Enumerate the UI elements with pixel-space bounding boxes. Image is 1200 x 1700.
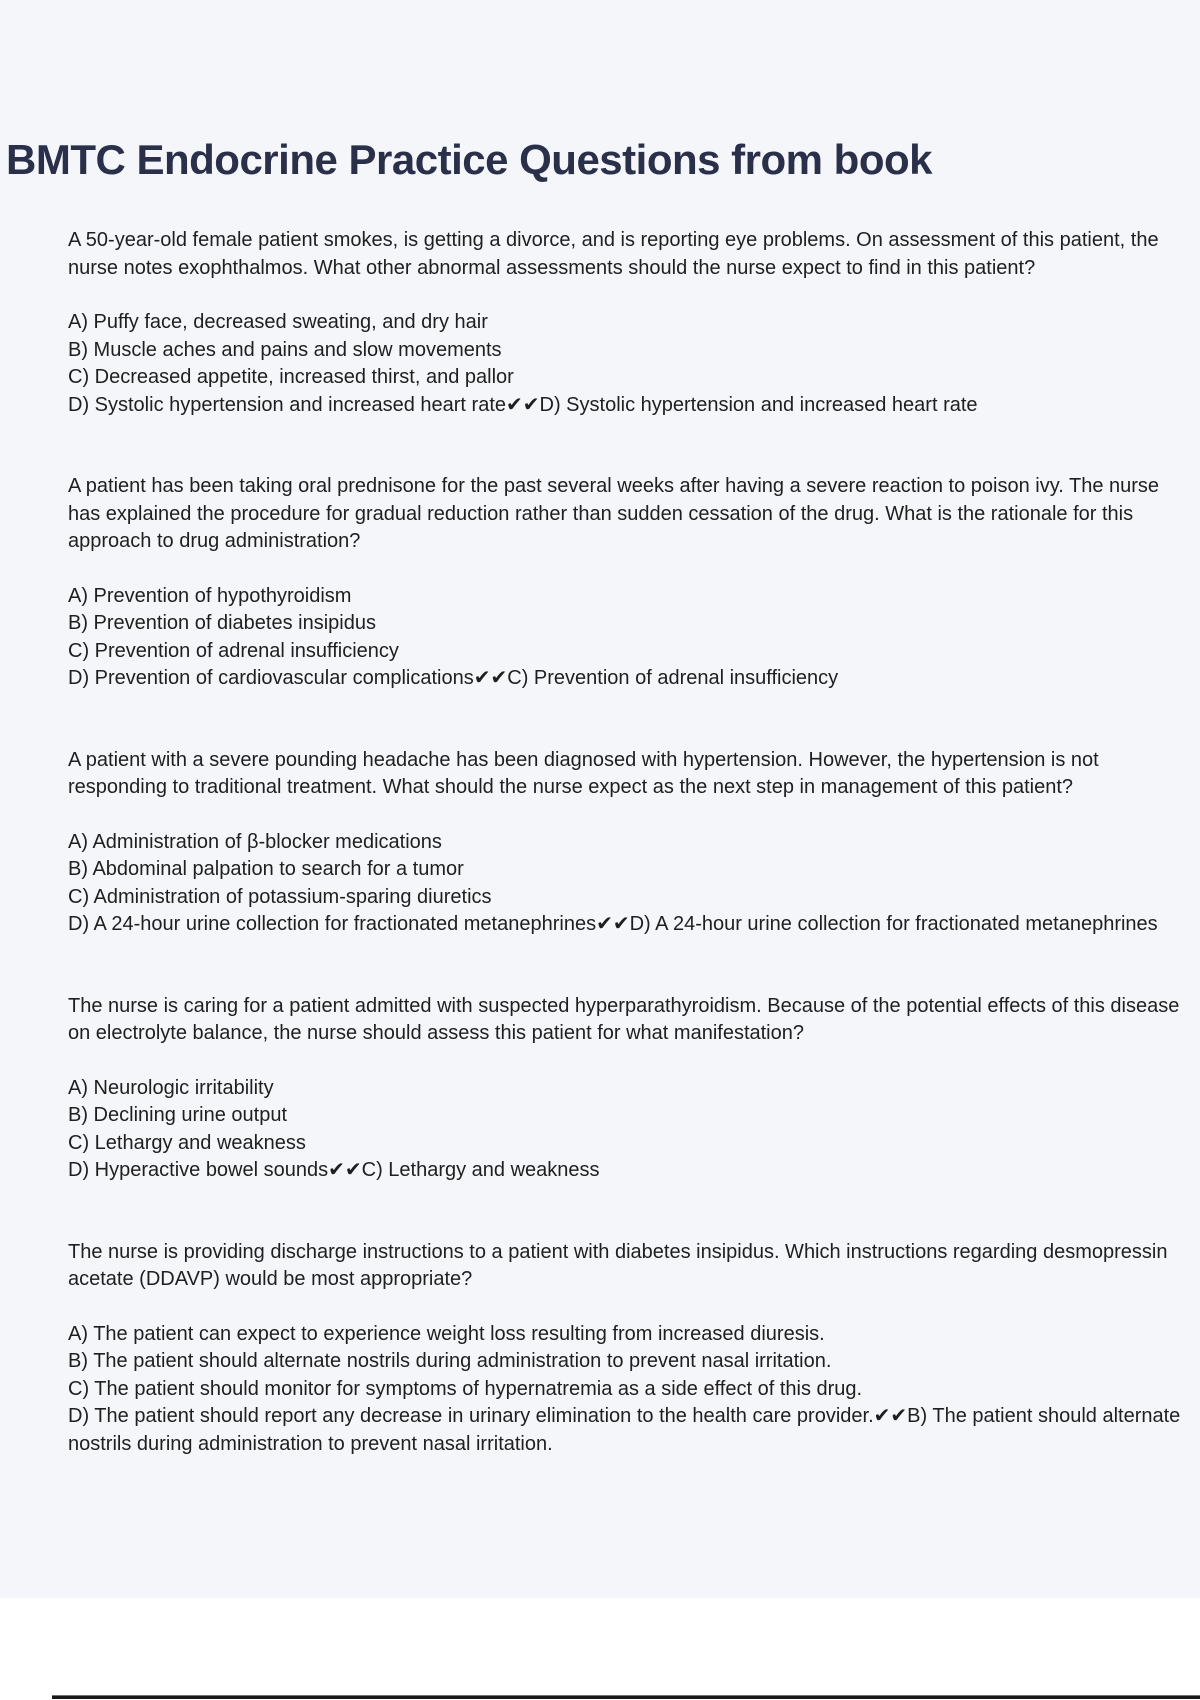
option-a: A) Administration of β-blocker medications — [68, 830, 442, 853]
option-a: A) Neurologic irritability — [68, 1076, 274, 1099]
option-b: B) Abdominal palpation to search for a tumor — [68, 858, 464, 880]
option-d-with-answer: D) Systolic hypertension and increased heart rate✔✔D) Systolic hypertension and increased heart rate — [68, 393, 978, 416]
option-c: C) Lethargy and weakness — [68, 1131, 306, 1154]
option-c: C) Decreased appetite, increased thirst, and pallor — [68, 366, 514, 388]
question-options — [68, 583, 1192, 693]
option-a: A) Puffy face, decreased sweating, and dry hair — [68, 311, 488, 333]
question-block-5 — [68, 1239, 1192, 1459]
option-b: B) Declining urine output — [68, 1104, 288, 1126]
option-c: C) The patient should monitor for symptoms of hypernatremia as a side effect of this drug. — [68, 1377, 863, 1400]
option-b: B) The patient should alternate nostrils during administration to prevent nasal irritation. — [68, 1350, 832, 1372]
page-bottom-gutter — [0, 1598, 1200, 1700]
question-stem: A patient has been taking oral prednisone for the past several weeks after having a severe reaction to poison ivy. The nurse has explained the procedure for gradual reduction rather than sudden cessation of the drug. What is the rationale for this approach to drug administration? — [68, 475, 1160, 552]
questions-content — [68, 227, 1192, 1458]
option-a: A) The patient can expect to experience weight loss resulting from increased diuresis. — [68, 1322, 825, 1345]
question-stem: A patient with a severe pounding headache has been diagnosed with hypertension. However, the hypertension is not responding to traditional treatment. What should the nurse expect as the next step in management of this patient? — [68, 748, 1099, 798]
option-a: A) Prevention of hypothyroidism — [68, 584, 352, 607]
question-options — [68, 1075, 1192, 1185]
page-title: BMTC Endocrine Practice Questions from book — [6, 136, 932, 183]
question-options — [68, 309, 1192, 419]
option-b: B) Prevention of diabetes insipidus — [68, 612, 376, 634]
option-d-with-answer: D) The patient should report any decrease in urinary elimination to the health care provider.✔✔B) The patient should alternate nostrils during administration to prevent nasal irritation. — [68, 1405, 1181, 1455]
question-block-3 — [68, 747, 1192, 939]
option-d-with-answer: D) Prevention of cardiovascular complications✔✔C) Prevention of adrenal insufficiency — [68, 667, 839, 689]
option-b: B) Muscle aches and pains and slow movements — [68, 338, 502, 361]
option-d-with-answer: D) Hyperactive bowel sounds✔✔C) Lethargy and weakness — [68, 1159, 600, 1181]
question-stem: A 50-year-old female patient smokes, is getting a divorce, and is reporting eye problems. On assessment of this patient, the nurse notes exophthalmos. What other abnormal assessments should the nurse expect to find in this patient? — [68, 229, 1159, 279]
question-block-4 — [68, 993, 1192, 1185]
question-block-1 — [68, 227, 1192, 419]
next-page-edge — [52, 1695, 1200, 1699]
question-stem: The nurse is caring for a patient admitted with suspected hyperparathyroidism. Because of the potential effects of this disease on electrolyte balance, the nurse should assess this patient for what manifestation? — [68, 994, 1180, 1044]
option-c: C) Prevention of adrenal insufficiency — [68, 639, 399, 662]
option-c: C) Administration of potassium-sparing diuretics — [68, 885, 492, 908]
question-options — [68, 1321, 1192, 1459]
question-options — [68, 829, 1192, 939]
question-block-2 — [68, 473, 1192, 693]
option-d-with-answer: D) A 24-hour urine collection for fractionated metanephrines✔✔D) A 24-hour urine collection for fractionated metanephrines — [68, 913, 1158, 935]
question-stem: The nurse is providing discharge instructions to a patient with diabetes insipidus. Which instructions regarding desmopressin acetate (DDAVP) would be most appropriate? — [68, 1240, 1168, 1290]
